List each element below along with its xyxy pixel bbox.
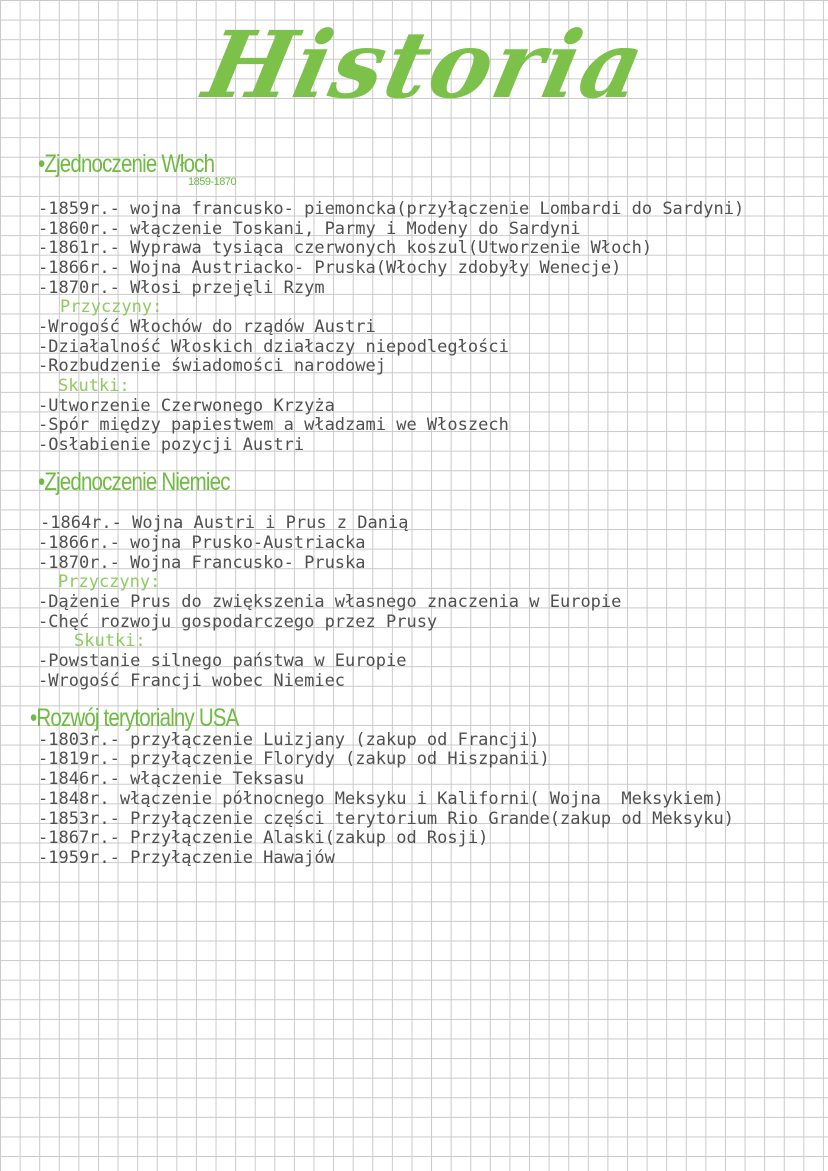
- section-date-range: 1859-1870: [188, 176, 237, 188]
- causes-label: Przyczyny:: [60, 297, 163, 317]
- event-line: -1867r.- Przyłączenie Alaski(zakup od Rosji): [38, 828, 489, 848]
- event-line: -1870r.- Włosi przejęli Rzym: [38, 278, 325, 298]
- causes-label: Przyczyny:: [58, 572, 161, 592]
- event-line: -1860r.- włączenie Toskani, Parmy i Modeny do Sardyni: [38, 219, 581, 239]
- section-heading-niemcy: •Zjednoczenie Niemiec: [38, 468, 230, 496]
- event-line: -1846r.- włączenie Teksasu: [38, 769, 305, 789]
- page-title: Historia: [195, 11, 655, 119]
- event-line: -1864r.- Wojna Austri i Prus z Danią: [40, 513, 409, 533]
- event-line: -1861r.- Wyprawa tysiąca czerwonych koszul(Utworzenie Włoch): [38, 238, 653, 258]
- event-line: -1866r.- wojna Prusko-Austriacka: [38, 533, 366, 553]
- event-line: -1959r.- Przyłączenie Hawajów: [38, 848, 335, 868]
- cause-line: -Działalność Włoskich działaczy niepodległości: [38, 337, 509, 357]
- cause-line: -Dążenie Prus do zwiększenia własnego znaczenia w Europie: [38, 592, 622, 612]
- effect-line: -Utworzenie Czerwonego Krzyża: [38, 396, 335, 416]
- effect-line: -Osłabienie pozycji Austri: [38, 435, 305, 455]
- cause-line: -Rozbudzenie świadomości narodowej: [38, 356, 386, 376]
- effect-line: -Spór między papiestwem a władzami we Włoszech: [38, 415, 509, 435]
- section-heading-wlochy: •Zjednoczenie Włoch: [38, 150, 215, 178]
- event-line: -1819r.- przyłączenie Florydy (zakup od Hiszpanii): [38, 749, 550, 769]
- effect-line: -Powstanie silnego państwa w Europie: [38, 651, 407, 671]
- section-heading-usa: •Rozwój terytorialny USA: [30, 704, 239, 732]
- event-line: -1853r.- Przyłączenie części terytorium Rio Grande(zakup od Meksyku): [38, 809, 734, 829]
- effects-label: Skutki:: [58, 376, 130, 396]
- event-line: -1848r. włączenie północnego Meksyku i Kaliforni( Wojna Meksykiem): [38, 789, 724, 809]
- effect-line: -Wrogość Francji wobec Niemiec: [38, 671, 346, 691]
- cause-line: -Wrogość Włochów do rządów Austri: [38, 317, 376, 337]
- event-line: -1859r.- wojna francusko- piemoncka(przyłączenie Lombardi do Sardyni): [38, 199, 745, 219]
- event-line: -1803r.- przyłączenie Luizjany (zakup od Francji): [38, 730, 540, 750]
- cause-line: -Chęć rozwoju gospodarczego przez Prusy: [38, 612, 438, 632]
- event-line: -1870r.- Wojna Francusko- Pruska: [38, 553, 366, 573]
- event-line: -1866r.- Wojna Austriacko- Pruska(Włochy zdobyły Wenecje): [38, 258, 622, 278]
- effects-label: Skutki:: [74, 631, 146, 651]
